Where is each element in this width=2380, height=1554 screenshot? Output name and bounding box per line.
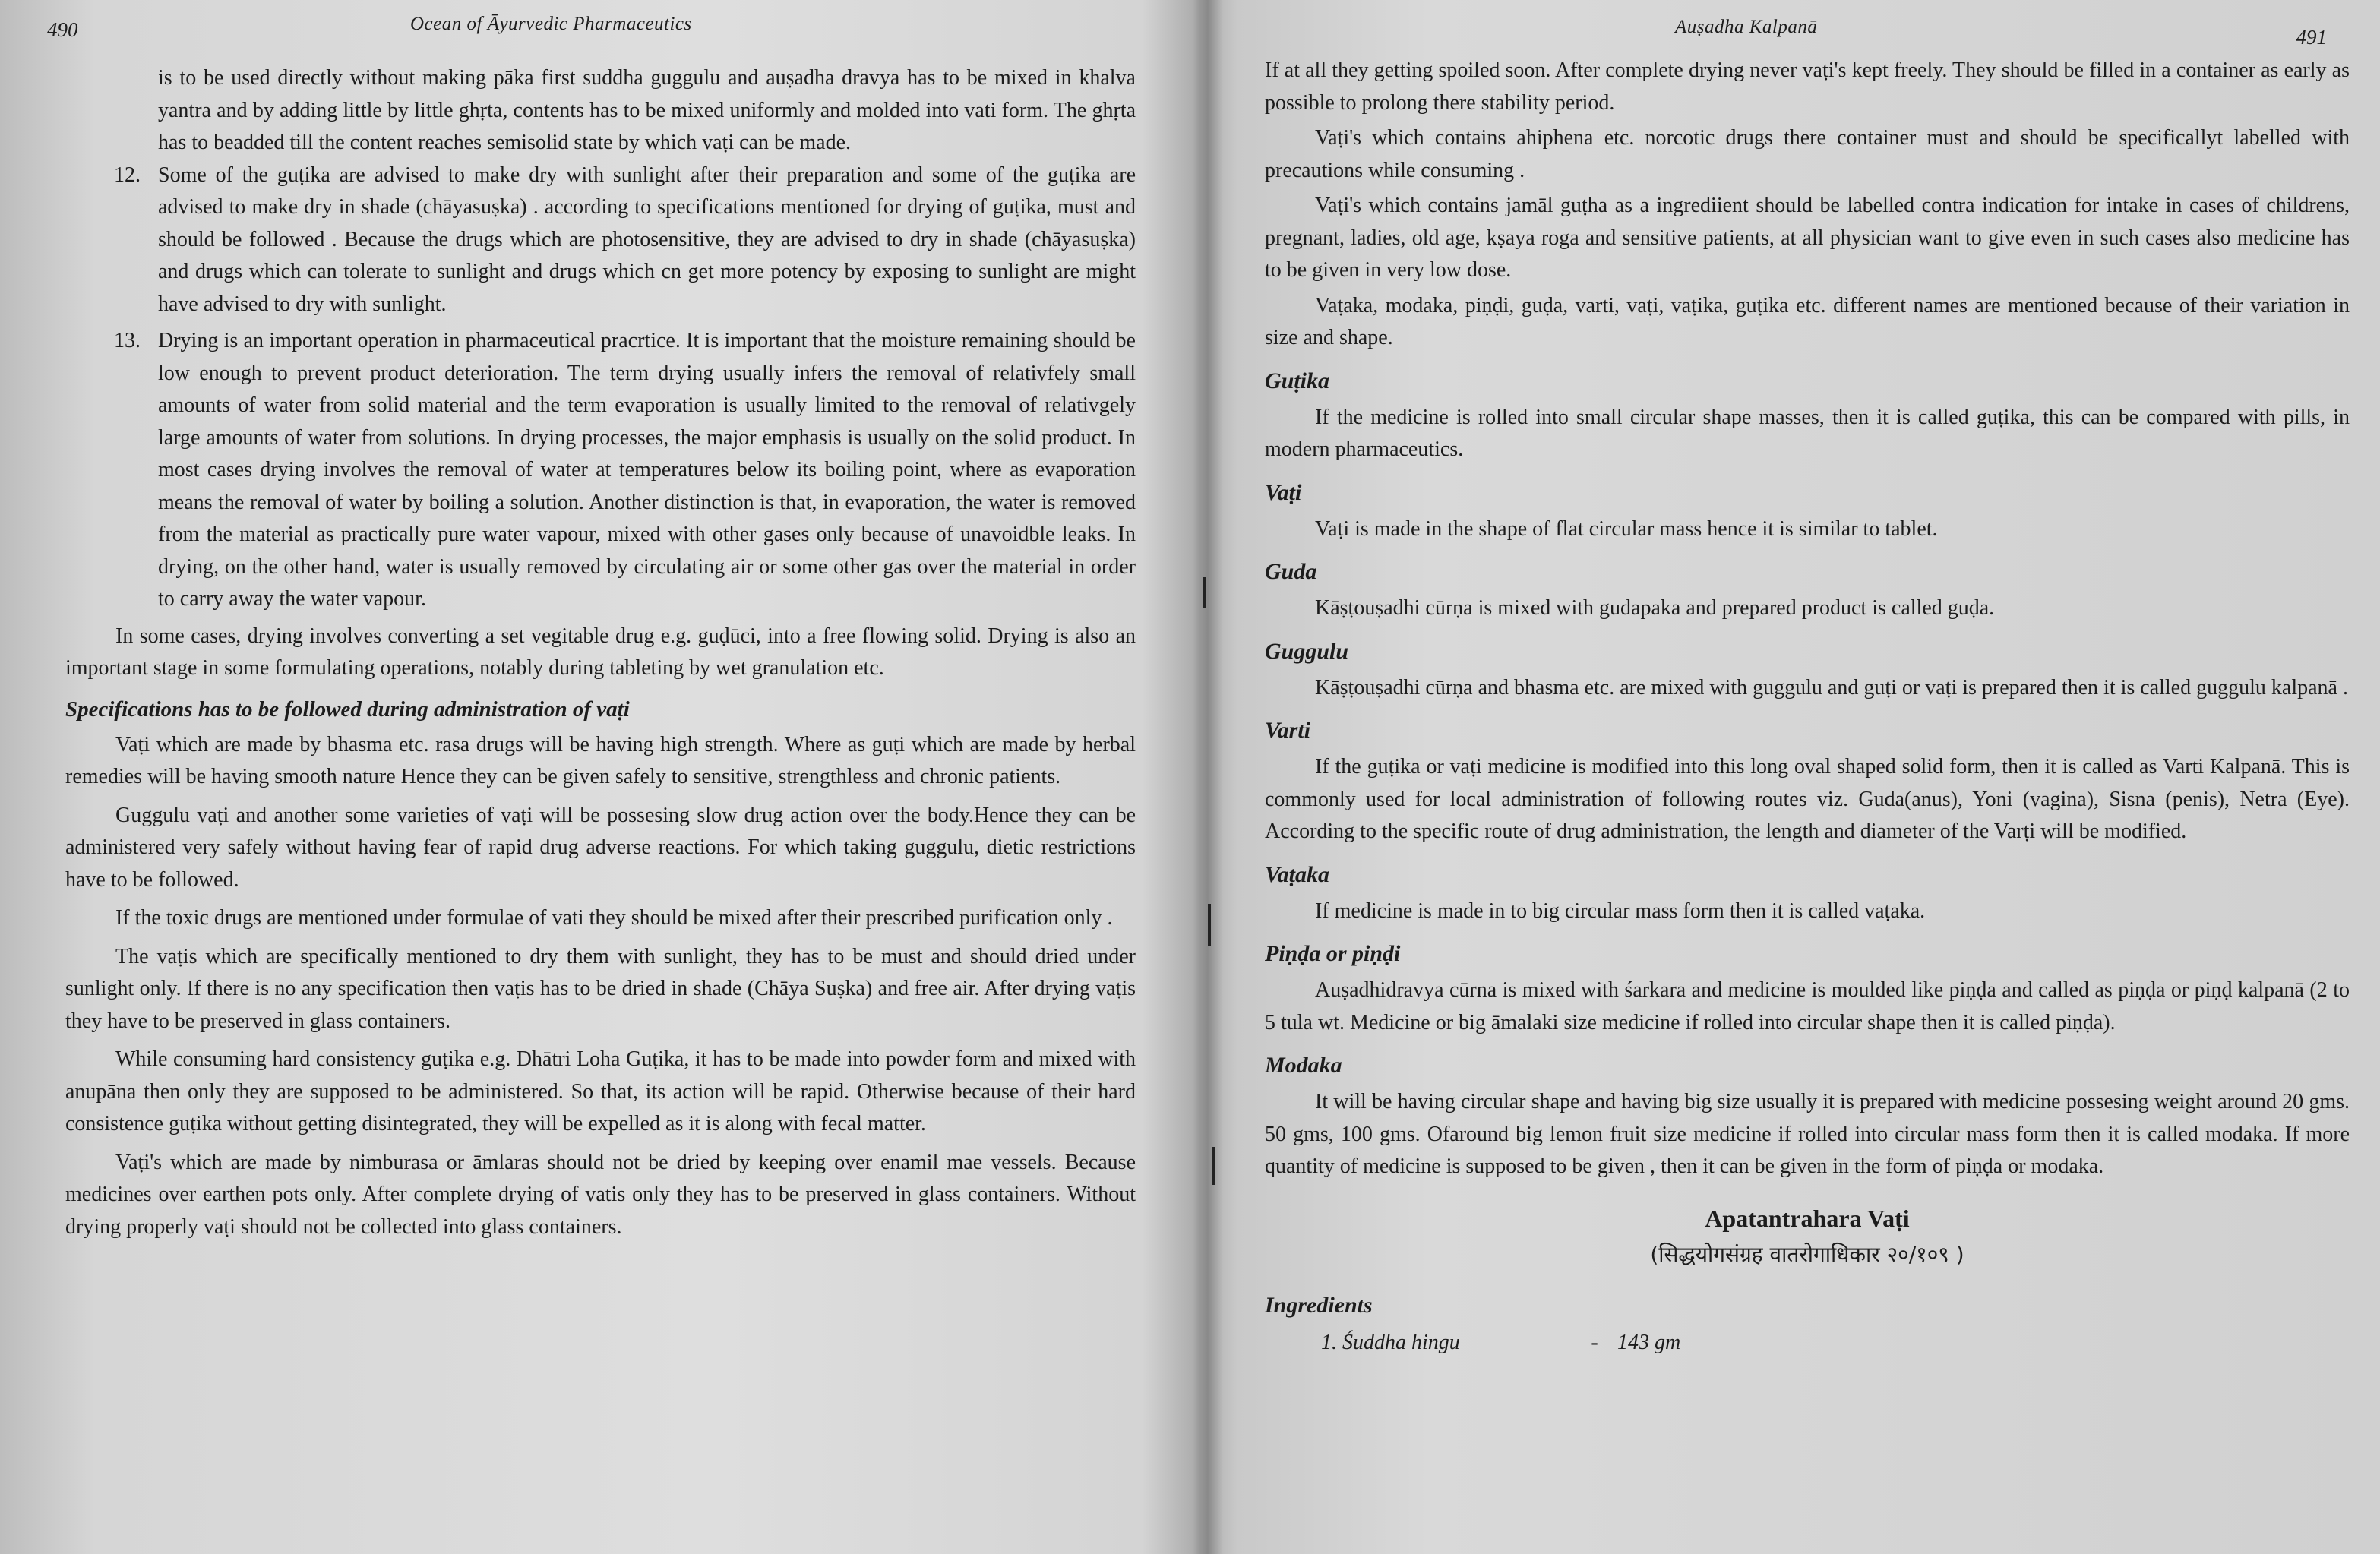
running-head-left: Ocean of Āyurvedic Pharmaceutics — [410, 14, 692, 34]
section-text: If the medicine is rolled into small circular shape masses, then it is called guṭika, this can be compared with pills, in modern pharmaceutics. — [1265, 405, 2350, 461]
ingredient-quantity: 143 gm — [1617, 1330, 1681, 1354]
section-guda — [1265, 556, 2350, 625]
section-heading: Guṭika — [1265, 368, 1330, 393]
section-heading: Varti — [1265, 718, 1311, 743]
paragraph-some-cases: In some cases, drying involves converting a set vegitable drug e.g. guḍūci, into a free flowing solid. Drying is also an important stage in some formulating operations, notably during tableting by wet granulation etc. — [65, 624, 1136, 680]
section-heading: Vaṭaka — [1265, 861, 1330, 887]
binding-mark — [1212, 1147, 1215, 1185]
ingredients-heading: Ingredients — [1265, 1292, 1373, 1318]
paragraph: Vaṭaka, modaka, piṇḍi, guḍa, varti, vaṭi, vaṭika, guṭika etc. different names are mentioned because of their variation in size and shape. — [1265, 293, 2350, 349]
ingredient-dash: - — [1591, 1330, 1598, 1354]
section-heading: Guggulu — [1265, 638, 1349, 664]
section-heading-specifications: Specifications has to be followed during administration of vaṭi — [65, 696, 630, 722]
section-guggulu — [1265, 636, 2350, 705]
section-text: Auṣadhidravya cūrna is mixed with śarkara and medicine is moulded like piṇḍa and called as piṇḍa or piṇḍ kalpanā (2 to 5 tula wt. Medicine or big āmalaki size medicine if rolled into circular shape then it is called piṇḍa). — [1265, 978, 2350, 1034]
right-page — [1204, 0, 2380, 1554]
page-number-left: 490 — [47, 18, 78, 41]
paragraph: While consuming hard consistency guṭika e.g. Dhātri Loha Guṭika, it has to be made into powder form and mixed with anupāna then only they are supposed to be administered. So that, its action will be rapid. Otherwise because of their hard consistence guṭika without getting disintegrated, they will be expelled as it is along with fecal matter. — [65, 1047, 1136, 1135]
binding-mark — [1208, 904, 1211, 946]
ingredient-name: 1. Śuddha hingu — [1321, 1330, 1460, 1354]
paragraph: Vaṭi which are made by bhasma etc. rasa drugs will be having high strength. Where as guṭi which are made by herbal remedies will be having smooth nature Hence they can be given safely to sensitive, strengthless and chronic patients. — [65, 732, 1136, 788]
section-gutika — [1265, 365, 2350, 466]
paragraph: If at all they getting spoiled soon. After complete drying never vaṭi's kept freely. They should be filled in a container as early as possible to prolong there stability period. — [1265, 58, 2350, 115]
section-heading: Piṇḍa or piṇḍi — [1265, 941, 1401, 966]
list-number: 13. — [114, 329, 141, 352]
section-text: Kāṣṭouṣadhi cūrṇa is mixed with gudapaka and prepared product is called guḍa. — [1315, 596, 1995, 620]
section-text: Vaṭi is made in the shape of flat circular mass hence it is similar to tablet. — [1315, 516, 1938, 541]
running-head-right: Auṣadha Kalpanā — [1675, 17, 1818, 37]
section-heading: Modaka — [1265, 1053, 1342, 1078]
section-modaka — [1265, 1050, 2350, 1183]
paragraph: If the toxic drugs are mentioned under formulae of vati they should be mixed after their prescribed purification only . — [115, 906, 1113, 930]
numbered-list — [65, 160, 1136, 616]
binding-mark — [1203, 577, 1206, 608]
page-number-right: 491 — [2296, 26, 2327, 49]
paragraph: Vaṭi's which are made by nimburasa or āmlaras should not be dried by keeping over enamil mae vessels. Because medicines over earthen pots only. After complete drying of vatis only they has to be preserved in glass containers. Without drying properly vaṭi should not be collected into glass containers. — [65, 1150, 1136, 1239]
list-number: 12. — [114, 163, 141, 187]
section-vataka — [1265, 859, 2350, 928]
paragraph: Vaṭi's which contains ahiphena etc. norcotic drugs there container must and should be specificallyt labelled with precautions while consuming . — [1265, 126, 2350, 182]
paragraph: The vaṭis which are specifically mentioned to dry them with sunlight, they has to be must and should dried under sunlight only. If there is no any specification then vaṭis has to be dried in shade (Chāya Suṣka) and free air. After drying vaṭis they have to be preserved in glass containers. — [65, 944, 1136, 1033]
section-text: If the guṭika or vaṭi medicine is modified into this long oval shaped solid form, then it is called as Varti Kalpanā. This is commonly used for local administration of following routes viz. Guda(anus), Yoni (vagina), Sisna (penis), Netra (Eye). According to the specific route of drug administration, the length and diameter of the Varṭi will be modified. — [1265, 755, 2350, 843]
section-pinda — [1265, 938, 2350, 1039]
list-item — [114, 325, 1136, 616]
ingredient-row — [1265, 1326, 2350, 1360]
list-text: Some of the guṭika are advised to make dry with sunlight after their preparation and some of the guṭika are advised to make dry in shade (chāyasuṣka) . according to specifications mentioned for drying of guṭika, must and should be followed . Because the drugs which are photosensitive, they are advised to dry in shade (chāyasuṣka) and drugs which can tolerate to sunlight and drugs which cn get more potency by exposing to sunlight are might have advised to dry with sunlight. — [158, 163, 1136, 316]
section-text: If medicine is made in to big circular mass form then it is called vaṭaka. — [1315, 899, 1926, 923]
section-text: Kāṣṭouṣadhi cūrṇa and bhasma etc. are mixed with guggulu and guṭi or vaṭi is prepared then it is called guggulu kalpanā . — [1315, 675, 2348, 700]
book-gutter — [1193, 0, 1223, 1554]
section-text: It will be having circular shape and having big size usually it is prepared with medicine possesing weight around 20 gms. 50 gms, 100 gms. Ofaround big lemon fruit size medicine if rolled into circular mass form then it is called modaka. If more quantity of medicine is supposed to be given , then it can be given in the form of piṇḍa or modaka. — [1265, 1090, 2350, 1178]
section-varti — [1265, 715, 2350, 848]
formula-title: Apatantrahara Vaṭi — [1705, 1204, 1910, 1232]
section-heading: Vaṭi — [1265, 479, 1302, 505]
paragraph: Vaṭi's which contains jamāl guṭha as a ingrediient should be labelled contra indication for intake in cases of childrens, pregnant, ladies, old age, kṣaya roga and sensitive patients, at all physician want to give even in such cases also medicine has to be given in very low dose. — [1265, 194, 2350, 282]
section-vati — [1265, 477, 2350, 546]
list-item — [114, 160, 1136, 321]
list-text: Drying is an important operation in pharmaceutical pracrtice. It is important that the moisture remaining should be low enough to prevent product deterioration. The term drying usually infers the removal of relativfely small amounts of water from solid material and the term evaporation is usually limited to the removal of relativgely large amounts of water from solutions. In drying processes, the major emphasis is usually on the solid product. In most cases drying involves the removal of water at temperatures below its boiling point, where as evaporation means the removal of water by boiling a solution. Another distinction is that, in evaporation, the water is removed from the material as practically pure water vapour, mixed with other gases only because of unavoidble leaks. In drying, on the other hand, water is usually removed by circulating air or some other gas over the material in order to carry away the water vapour. — [158, 329, 1136, 611]
paragraph: Guggulu vaṭi and another some varieties of vaṭi will be possesing slow drug action over the body.Hence they can be administered very safely without having fear of rapid drug adverse reactions. For which taking guggulu, dietic restrictions have to be followed. — [65, 803, 1136, 892]
formula-reference: (सिद्धयोगसंग्रह वातरोगाधिकार २०/१०९ ) — [1650, 1241, 1964, 1267]
section-heading: Guda — [1265, 559, 1317, 584]
intro-paragraph: is to be used directly without making pāka first suddha guggulu and auṣadha dravya has to be mixed in khalva yantra and by adding little by little ghṛta, contents has to be mixed uniformly and molded into vati form. The ghṛta has to beadded till the content reaches semisolid state by which vaṭi can be made. — [158, 66, 1136, 154]
